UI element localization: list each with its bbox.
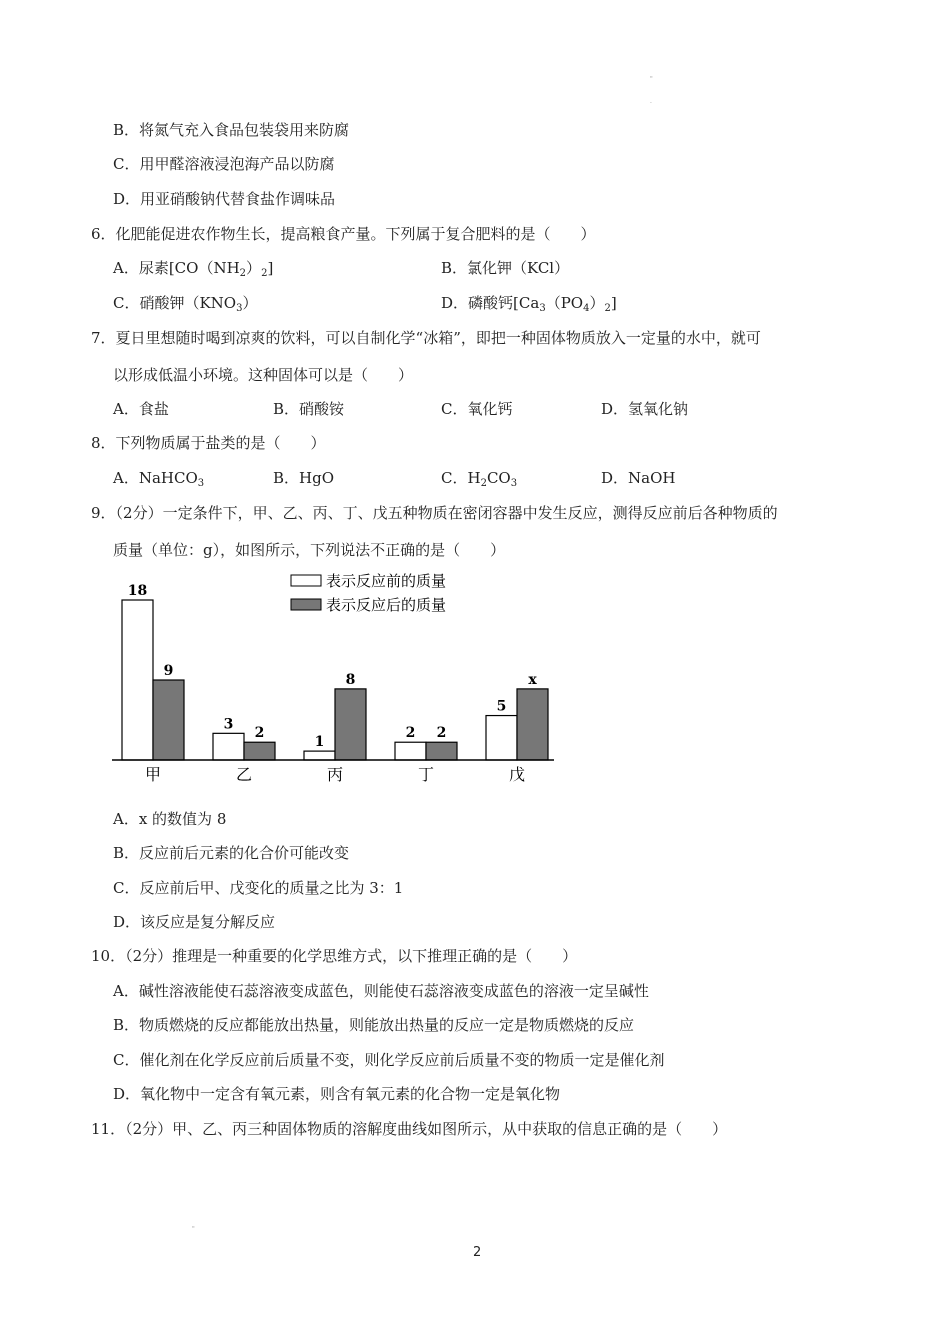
q7-option-c: C．氧化钙 (441, 400, 513, 418)
q6-stem: 6．化肥能促进农作物生长，提高粮食产量。下列属于复合肥料的是（ ） (91, 225, 596, 243)
q5-option-d: D．用亚硝酸钠代替食盐作调味品 (113, 190, 336, 208)
q10-option-c: C．催化剂在化学反应前后质量不变，则化学反应前后质量不变的物质一定是催化剂 (113, 1051, 665, 1069)
bar-before-4 (395, 742, 426, 760)
q6-option-d: D．磷酸钙$[Ca_3(PO_4)_2]$ (441, 294, 617, 314)
scan-mark: " (192, 1226, 195, 1233)
bar-label-before-4: 2 (405, 725, 416, 742)
q7-option-d: D．氢氧化钠 (601, 400, 689, 418)
category-label-3: 丙 (326, 765, 344, 784)
scan-mark: . (650, 98, 652, 105)
bar-after-3 (335, 689, 366, 760)
q10-option-d: D．氧化物中一定含有氧元素，则含有氧元素的化合物一定是氧化物 (113, 1085, 561, 1103)
q10-option-a: A．碱性溶液能使石蕊溶液变成蓝色，则能使石蕊溶液变成蓝色的溶液一定呈碱性 (113, 982, 649, 1000)
legend-swatch-after (291, 599, 321, 610)
q7-option-b: B．硝酸铵 (273, 400, 345, 418)
q7-option-a: A．食盐 (113, 400, 169, 418)
mass-bar-chart (108, 566, 558, 788)
bar-after-1 (153, 680, 184, 760)
q6-option-b: B．氯化钾（KCl） (441, 259, 570, 277)
q7-stem-line1: 7．夏日里想随时喝到凉爽的饮料，可以自制化学“冰箱”，即把一种固体物质放入一定量的水中，就可 (91, 329, 761, 347)
bar-label-before-3: 1 (314, 734, 325, 751)
q9-option-a: A．x 的数值为 8 (113, 810, 227, 828)
q9-stem-line1: 9．（2分）一定条件下，甲、乙、丙、丁、戊五种物质在密闭容器中发生反应，测得反应前后各种物质的 (91, 504, 778, 522)
q8-stem: 8．下列物质属于盐类的是（ ） (91, 434, 326, 452)
legend-label-after: 表示反应后的质量 (326, 596, 447, 614)
bar-label-before-5: 5 (496, 698, 507, 715)
q6-option-a: A．尿素$[CO(NH_2)_2]$ (113, 259, 274, 279)
bar-after-4 (426, 742, 457, 760)
bar-before-5 (486, 716, 517, 760)
bar-before-1 (122, 600, 153, 760)
category-label-1: 甲 (144, 765, 162, 784)
bar-before-2 (213, 733, 244, 760)
legend-swatch-before (291, 575, 321, 586)
bar-before-3 (304, 751, 335, 760)
q8-option-d: D．NaOH (601, 469, 676, 487)
q9-option-d: D．该反应是复分解反应 (113, 913, 276, 931)
bar-label-before-1: 18 (127, 583, 148, 599)
q8-option-b: B．HgO (273, 469, 335, 487)
q9-stem-line2: 质量（单位：g），如图所示，下列说法不正确的是（ ） (113, 541, 506, 559)
bar-label-before-2: 3 (223, 716, 234, 733)
legend-label-before: 表示反应前的质量 (326, 572, 447, 590)
category-label-4: 丁 (417, 765, 435, 784)
bar-label-after-2: 2 (254, 725, 265, 742)
q8-option-c: C．$H_2CO_3$ (441, 469, 518, 489)
bar-after-2 (244, 742, 275, 760)
q9-option-b: B．反应前后元素的化合价可能改变 (113, 844, 350, 862)
chart-legend (291, 572, 446, 614)
bar-label-after-5: x (528, 671, 537, 688)
bar-label-after-3: 8 (345, 671, 356, 688)
q5-option-b: B．将氮气充入食品包装袋用来防腐 (113, 121, 350, 139)
q10-stem: 10．（2分）推理是一种重要的化学思维方式，以下推理正确的是（ ） (91, 947, 578, 965)
bar-after-5 (517, 689, 548, 760)
category-label-5: 戊 (508, 765, 526, 784)
bar-label-after-4: 2 (436, 725, 447, 742)
q10-option-b: B．物质燃烧的反应都能放出热量，则能放出热量的反应一定是物质燃烧的反应 (113, 1016, 635, 1034)
scan-mark: " (650, 76, 653, 83)
q5-option-c: C．用甲醛溶液浸泡海产品以防腐 (113, 155, 335, 173)
bar-label-after-1: 9 (163, 663, 174, 679)
q11-stem: 11．（2分）甲、乙、丙三种固体物质的溶解度曲线如图所示，从中获取的信息正确的是（ ） (91, 1120, 728, 1138)
category-label-2: 乙 (235, 765, 253, 784)
q6-option-c: C．硝酸钾$(KNO_3)$ (113, 294, 258, 314)
q9-option-c: C．反应前后甲、戊变化的质量之比为 3：1 (113, 879, 404, 897)
page-number: 2 (473, 1245, 482, 1260)
q8-option-a: A．NaHCO$_3$ (113, 469, 205, 489)
q7-stem-line2: 以形成低温小环境。这种固体可以是（ ） (113, 366, 414, 384)
